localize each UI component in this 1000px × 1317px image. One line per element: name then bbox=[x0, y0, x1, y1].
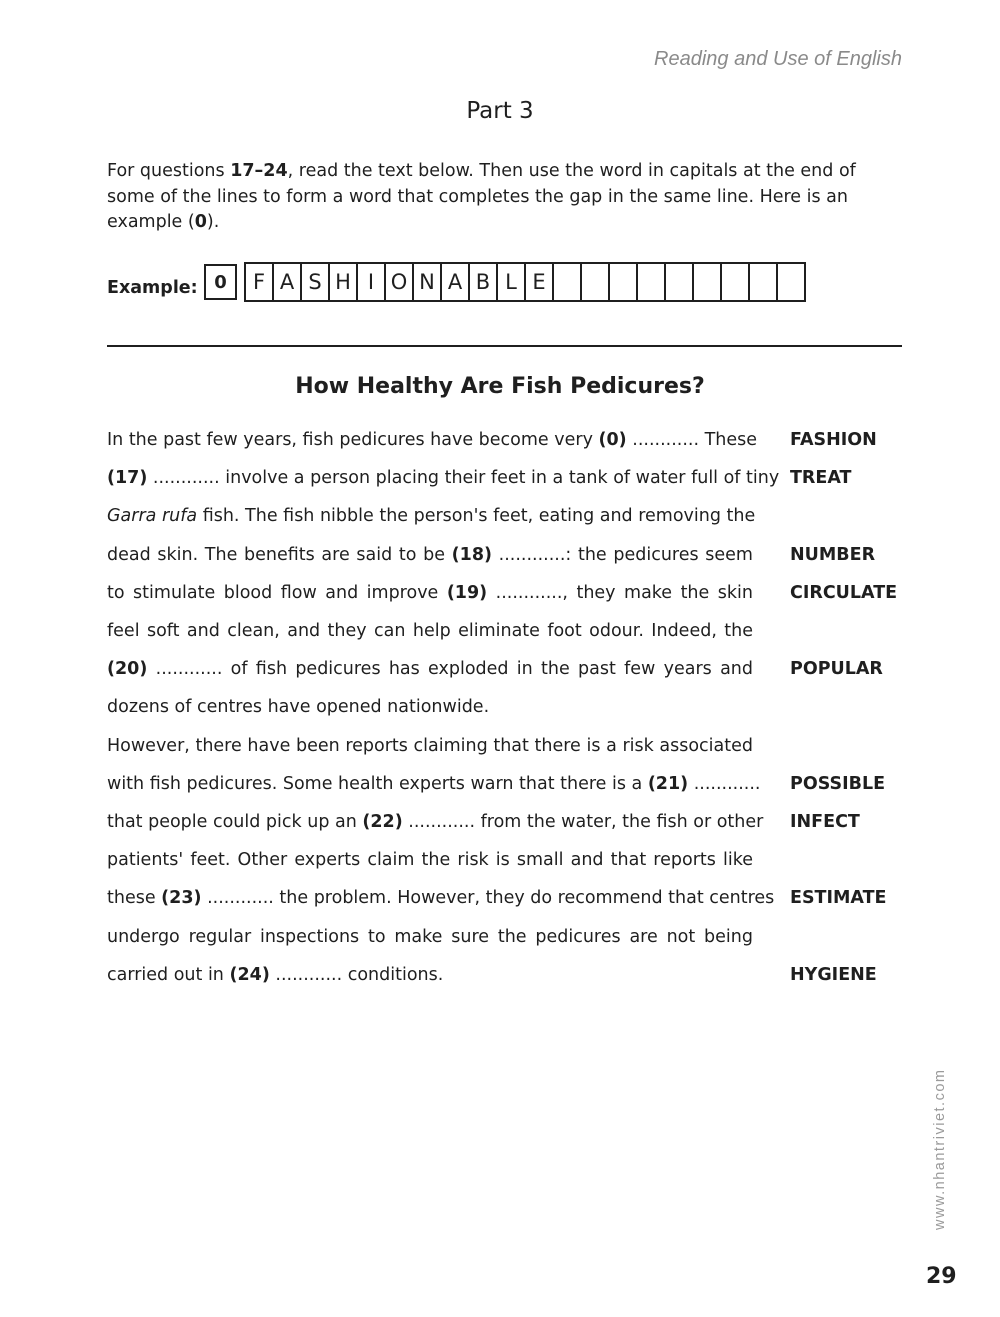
instructions-range: 17–24 bbox=[230, 161, 288, 181]
cue-word: INFECT bbox=[790, 812, 860, 832]
gap-number: (17) bbox=[107, 468, 148, 489]
text-segment: ............: the pedicures seem bbox=[492, 544, 753, 565]
instructions bbox=[107, 159, 877, 236]
example-letter-box: E bbox=[526, 264, 554, 300]
gap-number: (18) bbox=[451, 544, 492, 565]
cue-word: POSSIBLE bbox=[790, 773, 886, 794]
text-segment: feel soft and clean, and they can help eliminate foot odour. Indeed, the bbox=[107, 621, 753, 641]
example-letter-box bbox=[694, 264, 722, 300]
text-segment: However, there have been reports claiming that there is a risk associated bbox=[107, 735, 753, 756]
text-line bbox=[107, 501, 756, 531]
text-line bbox=[107, 960, 753, 990]
example-letter-box: L bbox=[498, 264, 526, 300]
text-segment: ............ from the water, the fish or other bbox=[402, 812, 764, 832]
instructions-mid: , read the text below. Then use the word in capitals at the end of some of the lines to form a word that completes the gap in the same line. Here is an example ( bbox=[107, 161, 856, 232]
text-line bbox=[107, 692, 753, 722]
example-letter-box: A bbox=[442, 264, 470, 300]
website-url: www.nhantriviet.com bbox=[932, 1068, 948, 1230]
text-segment: ............ These bbox=[626, 430, 757, 450]
text-line bbox=[107, 883, 775, 913]
cue-word: NUMBER bbox=[790, 544, 876, 565]
divider-rule bbox=[107, 345, 902, 347]
text-line bbox=[107, 540, 753, 570]
example-letter-box bbox=[666, 264, 694, 300]
example-letter-box: O bbox=[386, 264, 414, 300]
text-line bbox=[107, 425, 757, 455]
text-segment: ............ of fish pedicures has exploded in the past few years and bbox=[147, 659, 753, 680]
example-answer-boxes bbox=[244, 262, 806, 302]
example-letter-box: N bbox=[414, 264, 442, 300]
cue-word: POPULAR bbox=[790, 659, 883, 680]
text-segment: patients' feet. Other experts claim the risk is small and that reports like bbox=[107, 850, 753, 871]
text-segment: with fish pedicures. Some health experts warn that there is a bbox=[107, 773, 648, 794]
gap-number: (21) bbox=[647, 773, 689, 794]
example-letter-box: H bbox=[330, 264, 358, 300]
example-letter-box: A bbox=[274, 264, 302, 300]
gap-number: (20) bbox=[107, 659, 148, 680]
text-segment: ............ bbox=[688, 773, 761, 794]
gap-number: (22) bbox=[362, 812, 403, 832]
text-line bbox=[107, 578, 753, 608]
text-segment: fish. The fish nibble the person's feet, eating and removing the bbox=[197, 506, 756, 527]
example-letter-box bbox=[778, 264, 806, 300]
gap-number: (24) bbox=[229, 964, 270, 985]
text-line bbox=[107, 731, 753, 761]
cue-word: CIRCULATE bbox=[790, 582, 898, 603]
instructions-example-ref: 0 bbox=[194, 212, 207, 232]
text-line bbox=[107, 616, 753, 646]
example-letter-box bbox=[610, 264, 638, 300]
cue-word: ESTIMATE bbox=[790, 888, 887, 909]
text-line bbox=[107, 922, 753, 952]
text-segment: Garra rufa bbox=[107, 506, 198, 527]
text-segment: undergo regular inspections to make sure the pedicures are not being bbox=[107, 926, 753, 947]
text-line bbox=[107, 807, 764, 837]
instructions-pre: For questions bbox=[107, 161, 231, 181]
example-letter-box bbox=[750, 264, 778, 300]
example-letter-box bbox=[722, 264, 750, 300]
text-segment: that people could pick up an bbox=[107, 812, 363, 832]
cue-word: FASHION bbox=[790, 430, 877, 450]
gap-number: (0) bbox=[598, 430, 627, 450]
cue-word: HYGIENE bbox=[790, 964, 877, 985]
cue-word: TREAT bbox=[790, 468, 852, 489]
text-title: How Healthy Are Fish Pedicures? bbox=[295, 374, 705, 399]
example-label: Example: bbox=[107, 278, 198, 298]
instructions-post: ). bbox=[206, 212, 220, 232]
text-segment: In the past few years, fish pedicures have become very bbox=[107, 430, 599, 450]
text-segment: ............ involve a person placing their feet in a tank of water full of tiny bbox=[147, 468, 780, 489]
example-letter-box: F bbox=[246, 264, 274, 300]
example-letter-box bbox=[554, 264, 582, 300]
text-segment: dead skin. The benefits are said to be bbox=[107, 544, 452, 565]
text-line bbox=[107, 654, 753, 684]
running-head: Reading and Use of English bbox=[654, 48, 902, 70]
text-line bbox=[107, 463, 780, 493]
text-segment: dozens of centres have opened nationwide. bbox=[107, 697, 490, 718]
part-title: Part 3 bbox=[466, 98, 534, 124]
text-line bbox=[107, 769, 761, 799]
page-number: 29 bbox=[926, 1264, 957, 1289]
example-letter-box: S bbox=[302, 264, 330, 300]
text-segment: these bbox=[107, 888, 162, 909]
text-segment: ............ conditions. bbox=[269, 964, 444, 985]
example-number-box: 0 bbox=[204, 264, 237, 300]
example-letter-box: B bbox=[470, 264, 498, 300]
example-letter-box bbox=[638, 264, 666, 300]
text-segment: ............, they make the skin bbox=[487, 582, 753, 603]
gap-number: (23) bbox=[161, 888, 202, 909]
example-letter-box bbox=[582, 264, 610, 300]
example-letter-box: I bbox=[358, 264, 386, 300]
text-segment: ............ the problem. However, they do recommend that centres bbox=[201, 888, 775, 909]
text-line bbox=[107, 845, 753, 875]
text-segment: carried out in bbox=[107, 964, 230, 985]
gap-number: (19) bbox=[446, 582, 488, 603]
text-segment: to stimulate blood flow and improve bbox=[107, 582, 447, 603]
